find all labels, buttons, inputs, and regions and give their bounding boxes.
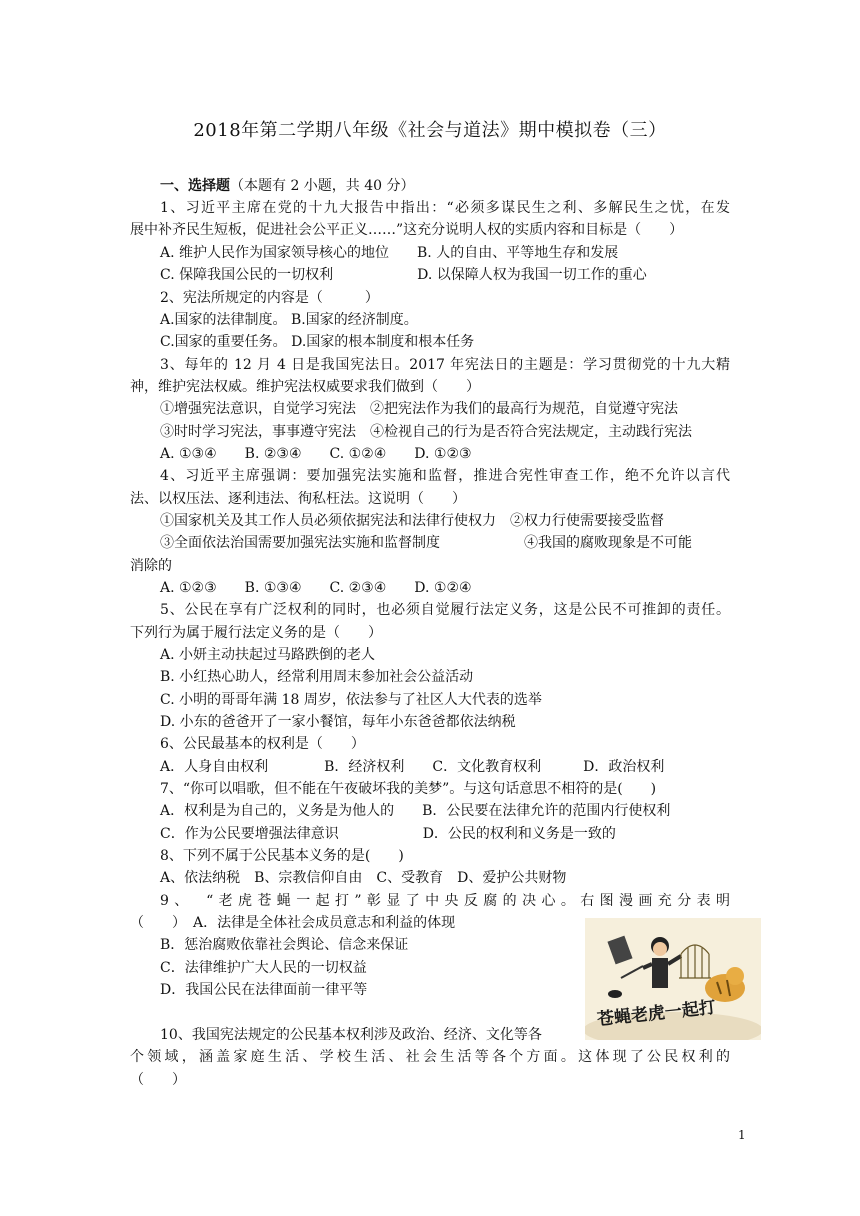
- q4-statements-34: ③全面依法治国需要加强宪法实施和监督制度 ④我国的腐败现象是不可能: [160, 535, 692, 551]
- q5-line-1: 5、公民在享有广泛权利的同时，也必须自觉履行法定义务，这是公民不可推卸的责任。: [160, 602, 730, 618]
- q4-statements-12: ①国家机关及其工作人员必须依据宪法和法律行使权力 ②权力行使需要接受监督: [160, 513, 664, 529]
- page-title: 2018年第二学期八年级《社会与道法》期中模拟卷（三）: [193, 120, 667, 141]
- q5-option-c: C. 小明的哥哥年满 18 周岁，依法参与了社区人大代表的选举: [160, 692, 542, 708]
- q5-option-d: D. 小东的爸爸开了一家小餐馆，每年小东爸爸都依法纳税: [160, 714, 516, 730]
- section-heading: [160, 176, 415, 196]
- q5-line-2: 下列行为属于履行法定义务的是（ ）: [130, 625, 382, 641]
- q9-line-2: （ ） A．法律是全体社会成员意志和利益的体现: [130, 915, 456, 931]
- page-number: 1: [738, 1128, 746, 1142]
- q7-options-cd: C．作为公民要增强法律意识 D．公民的权利和义务是一致的: [160, 826, 616, 842]
- q4-line-2: 法、以权压法、逐利违法、徇私枉法。这说明（ ）: [130, 491, 466, 507]
- q6-options: A．人身自由权利 B．经济权利 C．文化教育权利 D．政治权利: [160, 759, 665, 775]
- q3-statements-34: ③时时学习宪法，事事遵守宪法 ④检视自己的行为是否符合宪法规定，主动践行宪法: [160, 424, 692, 440]
- q9-line-1: 9、 “老虎苍蝇一起打”彰显了中央反腐的决心。右图漫画充分表明: [160, 893, 730, 909]
- q4-line-1: 4、习近平主席强调：要加强宪法实施和监督，推进合宪性审查工作，绝不允许以言代: [160, 468, 730, 484]
- anti-corruption-cartoon: [585, 918, 761, 1040]
- q5-option-b: B. 小红热心助人，经常利用周末参加社会公益活动: [160, 669, 474, 685]
- q3-line-1: 3、每年的 12 月 4 日是我国宪法日。2017 年宪法日的主题是：学习贯彻党的十九大精: [160, 357, 730, 373]
- section-heading-label: 一、选择题: [160, 178, 230, 194]
- q1-line-1: 1、习近平主席在党的十九大报告中指出：“必须多谋民生之利、多解民生之忧，在发: [160, 200, 730, 216]
- q1-options-ab: A. 维护人民作为国家领导核心的地位 B. 人的自由、平等地生存和发展: [160, 245, 619, 261]
- q1-options-cd: C. 保障我国公民的一切权利 D. 以保障人权为我国一切工作的重心: [160, 267, 647, 283]
- q9-option-b: B．惩治腐败依靠社会舆论、信念来保证: [160, 937, 409, 953]
- q9-option-c: C．法律维护广大人民的一切权益: [160, 960, 367, 976]
- q5-option-a: A. 小妍主动扶起过马路跌倒的老人: [160, 647, 376, 663]
- q3-line-2: 神，维护宪法权威。维护宪法权威要求我们做到（ ）: [130, 379, 480, 395]
- q9-option-d: D．我国公民在法律面前一律平等: [160, 982, 368, 998]
- q4-options: A. ①②③ B. ①③④ C. ②③④ D. ①②④: [160, 580, 472, 596]
- q2-stem: 2、宪法所规定的内容是（ ）: [160, 290, 379, 306]
- q2-options-cd: C.国家的重要任务。 D.国家的根本制度和根本任务: [160, 334, 475, 350]
- q8-stem: 8、下列不属于公民基本义务的是( ): [160, 848, 404, 864]
- cartoon-drawing: [585, 918, 761, 1040]
- q7-stem: 7、“你可以唱歌，但不能在午夜破坏我的美梦”。与这句话意思不相符的是( ): [160, 781, 657, 797]
- svg-text:苍蝇老虎一起打: 苍蝇老虎一起打: [596, 997, 717, 1031]
- q10-line-2: 个领域，涵盖家庭生活、学校生活、社会生活等各个方面。这体现了公民权利的: [130, 1049, 730, 1065]
- q6-stem: 6、公民最基本的权利是（ ）: [160, 736, 365, 752]
- q2-options-ab: A.国家的法律制度。 B.国家的经济制度。: [160, 312, 418, 328]
- q3-options: A. ①③④ B. ②③④ C. ①②④ D. ①②③: [160, 446, 472, 462]
- q7-options-ab: A．权利是为自己的，义务是为他人的 B．公民要在法律允许的范围内行使权利: [160, 803, 671, 819]
- q4-statement-4-end: 消除的: [130, 558, 172, 574]
- q10-line-1: 10、我国宪法规定的公民基本权利涉及政治、经济、文化等各: [160, 1027, 542, 1043]
- q10-line-3: （ ）: [130, 1072, 186, 1088]
- section-heading-note: （本题有 2 小题，共 40 分）: [230, 178, 415, 194]
- q8-options: A、依法纳税 B、宗教信仰自由 C、受教育 D、爱护公共财物: [160, 870, 567, 886]
- q1-line-2: 展中补齐民生短板，促进社会公平正义……”这充分说明人权的实质内容和目标是（ ）: [130, 222, 684, 238]
- q3-statements-12: ①增强宪法意识，自觉学习宪法 ②把宪法作为我们的最高行为规范，自觉遵守宪法: [160, 401, 678, 417]
